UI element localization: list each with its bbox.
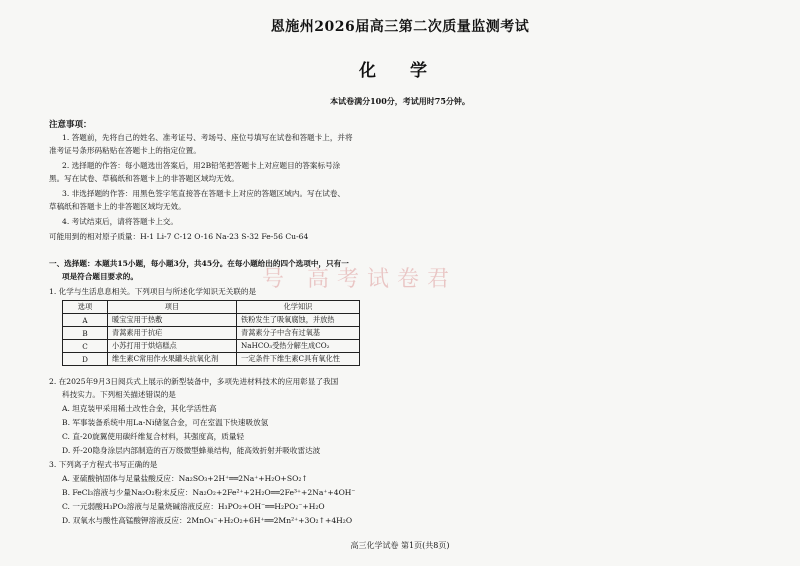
table-cell: NaHCO₃受热分解生成CO₂ <box>237 340 360 353</box>
table-cell: C <box>63 340 108 353</box>
question-3-option: D. 双氧水与酸性高锰酸钾溶液反应：2MnO₄⁻+H₂O₂+6H⁺══2Mn²⁺+3O₂↑+4H₂O <box>62 516 353 525</box>
table-cell: 暖宝宝用于热敷 <box>108 314 237 327</box>
table-row <box>63 314 360 327</box>
table-row <box>63 327 360 340</box>
notice-line: 1. 答题前，先将自己的姓名、准考证号、考场号、座位号填写在试卷和答题卡上，并将 <box>62 133 353 142</box>
table-cell: D <box>63 353 108 366</box>
section-heading: 项是符合题目要求的。 <box>62 272 138 281</box>
table-cell: 铁粉发生了吸氧腐蚀，并放热 <box>237 314 360 327</box>
table-cell: 青蒿素用于抗疟 <box>108 327 237 340</box>
question-3-stem: 3. 下列离子方程式书写正确的是 <box>49 460 158 469</box>
table-header: 化学知识 <box>237 301 360 314</box>
question-3-option: C. 一元弱酸H₃PO₂溶液与足量烧碱溶液反应：H₃PO₂+OH⁻══H₂PO₂⁻+H₂O <box>62 502 325 511</box>
notice-line: 3. 非选择题的作答：用黑色签字笔直接答在答题卡上对应的答题区域内。写在试卷、 <box>62 189 346 198</box>
table-cell: 小苏打用于烘焙糕点 <box>108 340 237 353</box>
question-2-stem: 科技实力。下列相关描述错误的是 <box>62 390 176 399</box>
table-header-row <box>63 301 360 314</box>
table-row <box>63 340 360 353</box>
question-1-table <box>62 300 360 366</box>
question-2-option: A. 坦克装甲采用稀土改性合金，其化学活性高 <box>62 404 217 413</box>
table-row <box>63 353 360 366</box>
question-2-option: C. 直-20旋翼使用碳纤维复合材料，其强度高，质量轻 <box>62 432 245 441</box>
notice-line: 草稿纸和答题卡上的非答题区域均无效。 <box>49 202 186 211</box>
watermark: 号 高考试卷君 <box>262 267 457 292</box>
atomic-masses: 可能用到的相对原子质量：H-1 Li-7 C-12 O-16 Na-23 S-32 Fe-56 Cu-64 <box>49 232 309 241</box>
notice-heading: 注意事项： <box>49 120 92 130</box>
section-heading: 一、选择题：本题共15小题，每小题3分，共45分。在每小题给出的四个选项中，只有一 <box>49 259 349 268</box>
notice-line: 2. 选择题的作答：每小题选出答案后，用2B铅笔把答题卡上对应题目的答案标号涂 <box>62 161 341 170</box>
table-cell: 维生素C常用作水果罐头抗氧化剂 <box>108 353 237 366</box>
page-footer: 高三化学试卷 第1页(共8页) <box>350 541 450 550</box>
table-cell: A <box>63 314 108 327</box>
question-3-option: A. 亚硫酸钠固体与足量盐酸反应：Na₂SO₃+2H⁺══2Na⁺+H₂O+SO₂↑ <box>62 474 308 483</box>
question-2-stem: 2. 在2025年9月3日阅兵式上展示的新型装备中，多项先进材料技术的应用彰显了我国 <box>49 377 339 386</box>
table-cell: 青蒿素分子中含有过氧基 <box>237 327 360 340</box>
exam-title: 恩施州2026届高三第二次质量监测考试 <box>270 19 530 35</box>
score-line: 本试卷满分100分，考试用时75分钟。 <box>330 96 470 106</box>
notice-line: 准考证号条形码粘贴在答题卡上的指定位置。 <box>49 146 201 155</box>
table-header: 选项 <box>63 301 108 314</box>
question-2-option: B. 军事装备系统中用La-Ni储氢合金，可在室温下快速吸放氢 <box>62 418 269 427</box>
table-header: 项目 <box>108 301 237 314</box>
notice-line: 4. 考试结束后，请将答题卡上交。 <box>62 217 178 226</box>
table-cell: 一定条件下维生素C具有氧化性 <box>237 353 360 366</box>
question-1-stem: 1. 化学与生活息息相关。下列项目与所述化学知识无关联的是 <box>49 287 257 296</box>
question-3-option: B. FeCl₃溶液与少量Na₂O₂粉末反应：Na₂O₂+2Fe²⁺+2H₂O══2Fe³⁺+2Na⁺+4OH⁻ <box>62 488 356 497</box>
table-cell: B <box>63 327 108 340</box>
notice-line: 黑。写在试卷、草稿纸和答题卡上的非答题区域均无效。 <box>49 174 239 183</box>
question-2-option: D. 歼-20隐身涂层内部制造的百万级微型蜂巢结构，能高效折射并吸收雷达波 <box>62 446 321 455</box>
subject-title: 化 学 <box>359 61 441 81</box>
